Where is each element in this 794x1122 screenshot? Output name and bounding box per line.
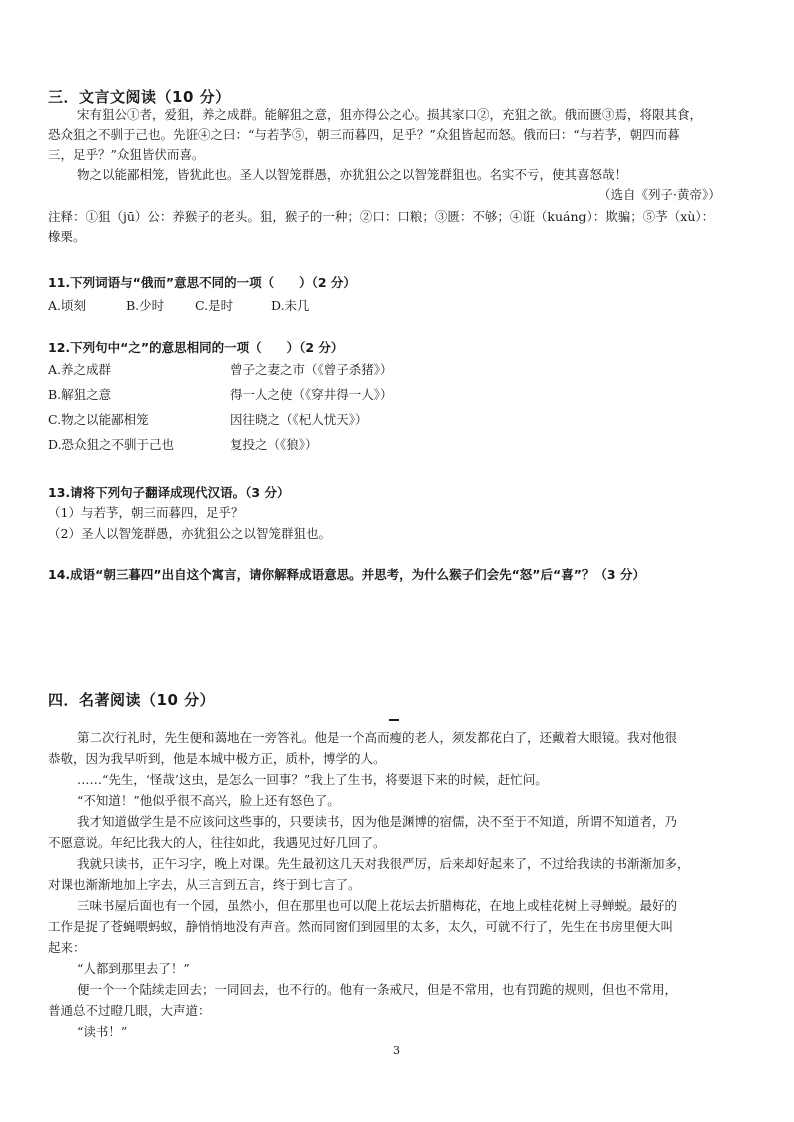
q12-option-a-compare: 曾子之妻之市（《曾子杀猪》） (230, 362, 393, 377)
question-13: 13.请将下列句子翻译成现代汉语。（3 分） (48, 485, 290, 500)
page-number: 3 (393, 1044, 400, 1057)
passage-line: ……“先生，‘怪哉’这虫，是怎么一回事？”我上了生书，将要退下来的时候，赶忙问。 (77, 772, 548, 787)
q12-option-d: D.恐众狙之不驯于己也 (48, 437, 175, 452)
passage-line: 我才知道做学生是不应该问这些事的，只要读书，因为他是渊博的宿儒，决不至于不知道，所谓不知道者，乃 (77, 814, 678, 829)
passage-line: “读书！” (77, 1024, 128, 1039)
passage-line: 宋有狙公①者，爱狙，养之成群。能解狙之意，狙亦得公之心。损其家口②，充狙之欲。俄而匮③焉，将限其食， (77, 107, 703, 122)
passage-line: 工作是捉了苍蝇喂蚂蚁，静悄悄地没有声音。然而同窗们到园里的太多，太久，可就不行了，先生在书房里便大叫 (48, 919, 674, 934)
q12-option-c: C.物之以能鄙相笼 (48, 412, 149, 427)
passage-line: 恐众狙之不驯于己也。先诳④之曰：“与若芧⑤，朝三而暮四，足乎？”众狙皆起而怒。俄而曰：“与若芧，朝四而暮 (48, 127, 680, 142)
passage-line: “不知道！”他似乎很不高兴，脸上还有怒色了。 (77, 793, 340, 808)
passage-line: 便一个一个陆续走回去；一同回去，也不行的。他有一条戒尺，但是不常用，也有罚跪的规则，但也不常用， (77, 982, 678, 997)
passage-line: 三，足乎？”众狙皆伏而喜。 (48, 147, 205, 162)
question-14: 14.成语“朝三暮四”出自这个寓言，请你解释成语意思。并思考，为什么猴子们会先“怒”后“喜”？（3 分） (48, 567, 645, 582)
passage-line: 我就只读书，正午习字，晚上对课。先生最初这几天对我很严厉，后来却好起来了，不过给我读的书渐渐加多， (77, 856, 690, 871)
passage-line: 起来： (48, 940, 86, 955)
passage-line: 不愿意说。年纪比我大的人，往往如此，我遇见过好几回了。 (48, 835, 386, 850)
q12-option-a: A.养之成群 (48, 362, 112, 377)
q11-option-c: C.是时 (195, 298, 234, 313)
passage-line: 三味书屋后面也有一个园，虽然小，但在那里也可以爬上花坛去折腊梅花，在地上或桂花树上寻蝉蜕。最好的 (77, 898, 678, 913)
q11-option-b: B.少时 (126, 298, 165, 313)
annotation-line: 橡栗。 (48, 229, 86, 244)
q12-option-d-compare: 复投之（《狼》） (230, 437, 318, 452)
passage-line: 恭敬，因为我早听到，他是本城中极方正，质朴，博学的人。 (48, 751, 386, 766)
passage-line: 普通总不过瞪几眼，大声道： (48, 1003, 211, 1018)
q13-item-2: （2）圣人以智笼群愚，亦犹狙公之以智笼群狙也。 (48, 526, 331, 541)
section3-title: 三．文言文阅读（10 分） (48, 88, 231, 106)
passage-section-marker (389, 719, 399, 721)
q12-option-b-compare: 得一人之使（《穿井得一人》） (230, 387, 393, 402)
q13-item-1: （1）与若芧，朝三而暮四，足乎？ (48, 505, 244, 520)
passage-line: 第二次行礼时，先生便和蔼地在一旁答礼。他是一个高而瘦的老人，须发都花白了，还戴着大眼镜。我对他很 (77, 730, 678, 745)
section4-title: 四．名著阅读（10 分） (48, 691, 216, 709)
passage-source: （选自《列子·黄帝》） (598, 187, 721, 202)
q11-option-d: D.未几 (271, 298, 310, 313)
passage-line: 对课也渐渐地加上字去，从三言到五言，终于到七言了。 (48, 877, 361, 892)
passage-line: 物之以能鄙相笼，皆犹此也。圣人以智笼群愚，亦犹狙公之以智笼群狙也。名实不亏，使其喜怒哉！ (77, 167, 628, 182)
question-11: 11.下列词语与“俄而”意思不同的一项（ ）（2 分） (48, 275, 356, 290)
annotation-line: 注释：①狙（jū）公：养猴子的老头。狙，猴子的一种；②口：口粮；③匮：不够；④诳（kuáng）：欺骗；⑤芧（xù）： (48, 209, 715, 224)
q12-option-c-compare: 因往晓之（《杞人忧天》） (230, 412, 368, 427)
q12-option-b: B.解狙之意 (48, 387, 112, 402)
passage-line: “人都到那里去了！” (77, 961, 190, 976)
q11-option-a: A.顷刻 (48, 298, 87, 313)
question-12: 12.下列句中“之”的意思相同的一项（ ）（2 分） (48, 340, 344, 355)
